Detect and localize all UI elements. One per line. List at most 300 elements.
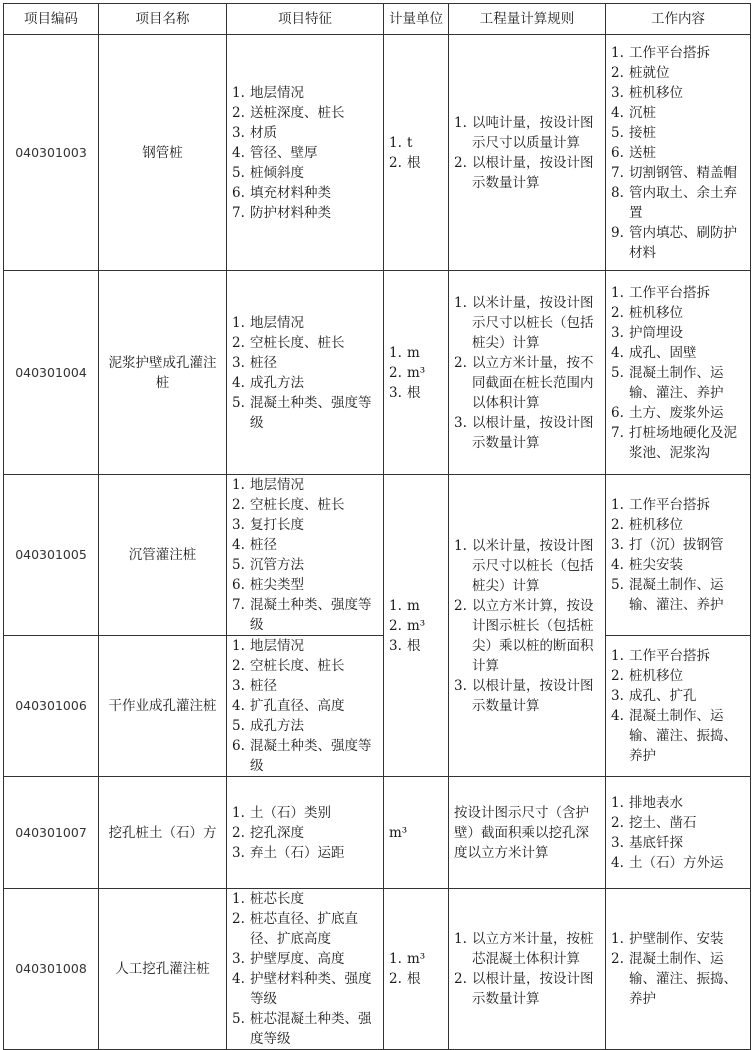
list-item xyxy=(611,423,745,463)
item-work xyxy=(606,35,751,271)
list-number: 5. xyxy=(232,164,245,181)
list-number: 3. xyxy=(611,537,624,553)
list-item xyxy=(232,555,378,575)
list-item xyxy=(611,363,745,403)
header-rules: 工程量计算规则 xyxy=(449,4,606,35)
list-item xyxy=(232,823,378,843)
list-number: 3. xyxy=(611,834,624,851)
list-number: 2. xyxy=(389,971,402,987)
list-text: 桩机移位 xyxy=(629,84,683,101)
list-text: 以米计量，按设计图示尺寸以桩长（包括桩尖）计算 xyxy=(472,294,594,351)
list-item xyxy=(611,929,745,949)
item-rule: 按设计图示尺寸（含护壁）截面积乘以挖孔深度以立方米计算 xyxy=(449,777,606,889)
list-text: 打（沉）拔钢管 xyxy=(629,537,724,553)
list-text: 挖土、凿石 xyxy=(629,814,697,831)
list-number: 4. xyxy=(232,374,245,391)
features-list xyxy=(232,313,378,433)
list-item xyxy=(232,909,378,949)
item-rules xyxy=(449,889,606,1050)
list-text: 桩芯直径、扩底直径、扩底高度 xyxy=(250,911,358,947)
list-text: 以根计量，按设计图示数量计算 xyxy=(472,154,594,191)
list-text: 根 xyxy=(407,637,421,654)
list-item xyxy=(611,143,745,163)
list-item xyxy=(611,686,745,706)
list-item xyxy=(611,323,745,343)
list-item xyxy=(389,596,443,616)
list-number: 2. xyxy=(454,597,467,614)
list-text: 以根计量，按设计图示数量计算 xyxy=(472,677,594,714)
list-item xyxy=(232,636,378,656)
list-item xyxy=(232,843,378,863)
list-text: 混凝土种类、强度等级 xyxy=(250,738,372,774)
list-text: 桩机移位 xyxy=(629,668,683,684)
list-number: 4. xyxy=(611,854,624,871)
list-text: 混凝土制作、运输、灌注、振捣、养护 xyxy=(629,708,737,764)
list-text: m³ xyxy=(407,951,426,967)
list-text: 以米计量，按设计图示尺寸以桩长（包括桩尖）计算 xyxy=(472,537,594,594)
item-work xyxy=(606,777,751,889)
table-row xyxy=(4,889,751,1050)
list-text: 工作平台搭拆 xyxy=(629,284,710,301)
list-text: 成孔方法 xyxy=(250,718,304,734)
list-number: 6. xyxy=(611,144,624,161)
list-text: m³ xyxy=(407,617,426,634)
list-item xyxy=(611,949,745,1009)
list-number: 6. xyxy=(232,184,245,201)
list-text: 接桩 xyxy=(629,124,656,141)
rules-list xyxy=(454,536,600,716)
list-number: 3. xyxy=(232,354,245,371)
list-item xyxy=(454,413,600,453)
item-code: 040301006 xyxy=(4,636,99,777)
list-text: 管径、壁厚 xyxy=(250,144,318,161)
list-text: m xyxy=(407,344,420,361)
features-list xyxy=(232,475,378,635)
table-row xyxy=(4,475,751,636)
list-item xyxy=(232,475,378,495)
list-number: 2. xyxy=(232,497,245,513)
list-item xyxy=(611,283,745,303)
list-number: 1. xyxy=(389,344,402,361)
item-name: 泥浆护壁成孔灌注桩 xyxy=(99,271,227,475)
list-item xyxy=(454,536,600,596)
list-number: 7. xyxy=(611,424,624,441)
item-name: 人工挖孔灌注桩 xyxy=(99,889,227,1050)
list-text: 弃土（石）运距 xyxy=(250,844,345,861)
list-number: 1. xyxy=(454,537,467,554)
list-item xyxy=(611,183,745,223)
list-text: 空桩长度、桩长 xyxy=(250,497,345,513)
item-units-shared xyxy=(384,475,449,777)
list-number: 1. xyxy=(611,794,624,811)
list-item xyxy=(611,123,745,143)
list-number: 1. xyxy=(232,84,245,101)
list-number: 3. xyxy=(611,84,624,101)
list-number: 8. xyxy=(611,184,624,201)
list-item xyxy=(232,889,378,909)
list-item xyxy=(232,313,378,333)
list-item xyxy=(611,646,745,666)
list-text: 填充材料种类 xyxy=(250,184,331,201)
list-number: 2. xyxy=(454,154,467,171)
list-item xyxy=(611,853,745,873)
list-item xyxy=(232,393,378,433)
spec-table xyxy=(3,3,751,1050)
header-row xyxy=(4,4,751,35)
item-name: 钢管桩 xyxy=(99,35,227,271)
list-text: 成孔、固壁 xyxy=(629,344,697,361)
list-text: 基底钎探 xyxy=(629,834,683,851)
list-number: 6. xyxy=(232,738,245,754)
list-number: 1. xyxy=(389,951,402,967)
list-number: 2. xyxy=(454,354,467,371)
list-item xyxy=(232,696,378,716)
list-text: 材质 xyxy=(250,124,277,141)
list-number: 2. xyxy=(232,658,245,674)
list-text: 沉桩 xyxy=(629,104,656,121)
list-number: 7. xyxy=(611,164,624,181)
header-unit: 计量单位 xyxy=(384,4,449,35)
list-number: 3. xyxy=(232,844,245,861)
list-item xyxy=(389,383,443,403)
item-units xyxy=(384,271,449,475)
list-text: 桩芯混凝土种类、强度等级 xyxy=(250,1011,372,1047)
table-row xyxy=(4,35,751,271)
list-number: 3. xyxy=(232,678,245,694)
list-text: 排地表水 xyxy=(629,794,683,811)
list-text: 混凝土种类、强度等级 xyxy=(250,597,372,633)
list-number: 2. xyxy=(232,334,245,351)
rules-list xyxy=(454,929,600,1009)
list-number: 4. xyxy=(611,708,624,724)
list-number: 1. xyxy=(232,314,245,331)
list-text: 成孔、扩孔 xyxy=(629,688,697,704)
list-text: 根 xyxy=(407,971,421,987)
list-text: 桩径 xyxy=(250,537,277,553)
list-text: 地层情况 xyxy=(250,638,304,654)
list-number: 3. xyxy=(389,637,402,654)
list-item xyxy=(611,535,745,555)
item-code: 040301008 xyxy=(4,889,99,1050)
list-text: 桩径 xyxy=(250,678,277,694)
units-list xyxy=(389,596,443,656)
list-number: 2. xyxy=(611,814,624,831)
list-item xyxy=(611,813,745,833)
list-number: 2. xyxy=(389,364,402,381)
list-text: 地层情况 xyxy=(250,314,304,331)
list-text: 桩机移位 xyxy=(629,517,683,533)
list-text: 空桩长度、桩长 xyxy=(250,334,345,351)
list-number: 2. xyxy=(232,824,245,841)
list-item xyxy=(232,595,378,635)
list-item xyxy=(389,363,443,383)
list-item xyxy=(454,969,600,1009)
list-text: 护壁材料种类、强度等级 xyxy=(250,971,372,1007)
features-list xyxy=(232,83,378,223)
list-number: 2. xyxy=(611,304,624,321)
list-text: 土（石）类别 xyxy=(250,804,331,821)
item-rules-shared xyxy=(449,475,606,777)
list-number: 1. xyxy=(232,638,245,654)
rules-list xyxy=(454,113,600,193)
list-text: 桩倾斜度 xyxy=(250,164,304,181)
list-text: 混凝土制作、运输、灌注、振捣、养护 xyxy=(629,951,737,1007)
list-item xyxy=(454,676,600,716)
list-number: 6. xyxy=(232,577,245,593)
list-text: 土（石）方外运 xyxy=(629,854,724,871)
table-row xyxy=(4,636,751,777)
item-work xyxy=(606,475,751,636)
header-code: 项目编码 xyxy=(4,4,99,35)
list-text: 管内取土、余土弃置 xyxy=(629,184,737,221)
list-item xyxy=(232,495,378,515)
list-number: 3. xyxy=(611,324,624,341)
list-item xyxy=(389,343,443,363)
list-text: 桩机移位 xyxy=(629,304,683,321)
list-number: 7. xyxy=(232,204,245,221)
list-number: 5. xyxy=(232,557,245,573)
list-number: 4. xyxy=(232,537,245,553)
list-item xyxy=(611,63,745,83)
list-number: 1. xyxy=(454,931,467,947)
list-item xyxy=(232,969,378,1009)
list-number: 5. xyxy=(232,718,245,734)
list-item xyxy=(232,373,378,393)
list-text: 桩径 xyxy=(250,354,277,371)
work-list xyxy=(611,283,745,463)
list-number: 4. xyxy=(232,144,245,161)
item-features xyxy=(227,475,384,636)
list-text: 工作平台搭拆 xyxy=(629,497,710,513)
list-text: 以立方米计算，按设计图示桩长（包括桩尖）乘以桩的断面积计算 xyxy=(472,597,594,674)
list-number: 5. xyxy=(611,364,624,381)
item-work xyxy=(606,636,751,777)
list-number: 1. xyxy=(611,497,624,513)
list-item xyxy=(232,803,378,823)
list-number: 5. xyxy=(232,1011,245,1027)
list-text: 工作平台搭拆 xyxy=(629,44,710,61)
list-text: m xyxy=(407,597,420,614)
list-text: 送桩深度、桩长 xyxy=(250,104,345,121)
list-text: 混凝土种类、强度等级 xyxy=(250,394,372,431)
list-number: 1. xyxy=(611,284,624,301)
list-item xyxy=(611,666,745,686)
list-text: t xyxy=(407,134,413,151)
list-text: 以吨计量，按设计图示尺寸以质量计算 xyxy=(472,114,594,151)
list-text: 以根计量，按设计图示数量计算 xyxy=(472,414,594,451)
list-number: 2. xyxy=(389,154,402,171)
list-number: 2. xyxy=(611,517,624,533)
list-item xyxy=(232,716,378,736)
list-text: 桩芯长度 xyxy=(250,891,304,907)
list-number: 1. xyxy=(389,134,402,151)
list-text: 护壁厚度、高度 xyxy=(250,951,345,967)
list-text: 送桩 xyxy=(629,144,656,161)
list-item xyxy=(232,353,378,373)
list-item xyxy=(611,43,745,63)
list-number: 2. xyxy=(611,951,624,967)
list-item xyxy=(232,183,378,203)
list-number: 1. xyxy=(389,597,402,614)
list-item xyxy=(389,133,443,153)
list-text: m³ xyxy=(407,364,426,381)
item-rules xyxy=(449,35,606,271)
features-list xyxy=(232,803,378,863)
work-list xyxy=(611,929,745,1009)
list-text: 地层情况 xyxy=(250,84,304,101)
units-list xyxy=(389,343,443,403)
list-text: 桩就位 xyxy=(629,64,670,81)
list-item xyxy=(611,223,745,263)
list-item xyxy=(611,833,745,853)
list-text: 打桩场地硬化及泥浆池、泥浆沟 xyxy=(629,424,737,461)
list-item xyxy=(611,103,745,123)
list-item xyxy=(611,515,745,535)
units-list xyxy=(389,949,443,989)
list-item xyxy=(611,83,745,103)
list-text: 混凝土制作、运输、灌注、养护 xyxy=(629,577,724,613)
item-features xyxy=(227,889,384,1050)
list-number: 4. xyxy=(611,344,624,361)
list-text: 根 xyxy=(407,384,421,401)
list-item xyxy=(232,163,378,183)
list-item xyxy=(232,203,378,223)
list-item xyxy=(232,949,378,969)
item-name: 沉管灌注桩 xyxy=(99,475,227,636)
list-number: 1. xyxy=(232,477,245,493)
header-name: 项目名称 xyxy=(99,4,227,35)
list-item xyxy=(454,596,600,676)
list-number: 4. xyxy=(611,104,624,121)
item-name: 干作业成孔灌注桩 xyxy=(99,636,227,777)
list-number: 4. xyxy=(232,698,245,714)
item-features xyxy=(227,271,384,475)
list-text: 空桩长度、桩长 xyxy=(250,658,345,674)
list-number: 2. xyxy=(389,617,402,634)
list-item xyxy=(454,929,600,969)
list-number: 3. xyxy=(232,124,245,141)
list-number: 7. xyxy=(232,597,245,613)
item-units xyxy=(384,889,449,1050)
list-text: 工作平台搭拆 xyxy=(629,648,710,664)
list-number: 1. xyxy=(454,294,467,311)
list-item xyxy=(611,495,745,515)
list-text: 防护材料种类 xyxy=(250,204,331,221)
item-unit: m³ xyxy=(384,777,449,889)
list-text: 以立方米计量，按不同截面在桩长范围内以体积计算 xyxy=(472,354,594,411)
item-code: 040301004 xyxy=(4,271,99,475)
list-number: 2. xyxy=(454,971,467,987)
list-item xyxy=(611,575,745,615)
work-list xyxy=(611,43,745,263)
list-text: 桩尖类型 xyxy=(250,577,304,593)
list-number: 1. xyxy=(232,891,245,907)
list-item xyxy=(232,83,378,103)
item-work xyxy=(606,889,751,1050)
item-name: 挖孔桩土（石）方 xyxy=(99,777,227,889)
item-work xyxy=(606,271,751,475)
list-text: 混凝土制作、运输、灌注、养护 xyxy=(629,364,724,401)
list-number: 5. xyxy=(611,124,624,141)
list-item xyxy=(611,163,745,183)
work-list xyxy=(611,646,745,766)
list-item xyxy=(232,656,378,676)
list-item xyxy=(611,343,745,363)
list-text: 沉管方法 xyxy=(250,557,304,573)
list-number: 1. xyxy=(611,931,624,947)
list-item xyxy=(232,535,378,555)
list-text: 土方、废浆外运 xyxy=(629,404,724,421)
list-number: 1. xyxy=(454,114,467,131)
list-number: 3. xyxy=(454,677,467,694)
list-number: 3. xyxy=(232,951,245,967)
list-text: 护筒埋设 xyxy=(629,324,683,341)
list-item xyxy=(389,153,443,173)
list-item xyxy=(454,353,600,413)
list-number: 3. xyxy=(232,517,245,533)
list-text: 根 xyxy=(407,154,421,171)
list-item xyxy=(232,103,378,123)
list-item xyxy=(232,333,378,353)
item-code: 040301007 xyxy=(4,777,99,889)
item-code: 040301005 xyxy=(4,475,99,636)
list-number: 5. xyxy=(232,394,245,411)
list-number: 5. xyxy=(611,577,624,593)
rules-list xyxy=(454,293,600,453)
list-number: 3. xyxy=(454,414,467,431)
list-item xyxy=(232,575,378,595)
list-item xyxy=(389,616,443,636)
list-item xyxy=(232,515,378,535)
table-row xyxy=(4,271,751,475)
item-units xyxy=(384,35,449,271)
list-text: 以根计量，按设计图示数量计算 xyxy=(472,971,594,1007)
list-number: 1. xyxy=(232,804,245,821)
list-text: 切割钢管、精盖帽 xyxy=(629,164,737,181)
list-item xyxy=(232,676,378,696)
list-item xyxy=(611,555,745,575)
list-number: 2. xyxy=(232,911,245,927)
list-text: 护壁制作、安装 xyxy=(629,931,724,947)
units-list xyxy=(389,133,443,173)
list-text: 成孔方法 xyxy=(250,374,304,391)
list-number: 1. xyxy=(611,44,624,61)
list-item xyxy=(389,969,443,989)
list-text: 扩孔直径、高度 xyxy=(250,698,345,714)
list-item xyxy=(232,123,378,143)
item-code: 040301003 xyxy=(4,35,99,271)
item-features xyxy=(227,35,384,271)
item-features xyxy=(227,636,384,777)
list-number: 3. xyxy=(389,384,402,401)
work-list xyxy=(611,793,745,873)
table-row xyxy=(4,777,751,889)
list-number: 2. xyxy=(611,64,624,81)
list-item xyxy=(454,153,600,193)
list-number: 1. xyxy=(611,648,624,664)
item-features xyxy=(227,777,384,889)
list-number: 9. xyxy=(611,224,624,241)
header-features: 项目特征 xyxy=(227,4,384,35)
list-number: 6. xyxy=(611,404,624,421)
list-item xyxy=(232,143,378,163)
list-item xyxy=(611,706,745,766)
header-work: 工作内容 xyxy=(606,4,751,35)
list-number: 2. xyxy=(232,104,245,121)
list-text: 复打长度 xyxy=(250,517,304,533)
list-text: 管内填芯、刷防护材料 xyxy=(629,224,737,261)
list-number: 4. xyxy=(232,971,245,987)
